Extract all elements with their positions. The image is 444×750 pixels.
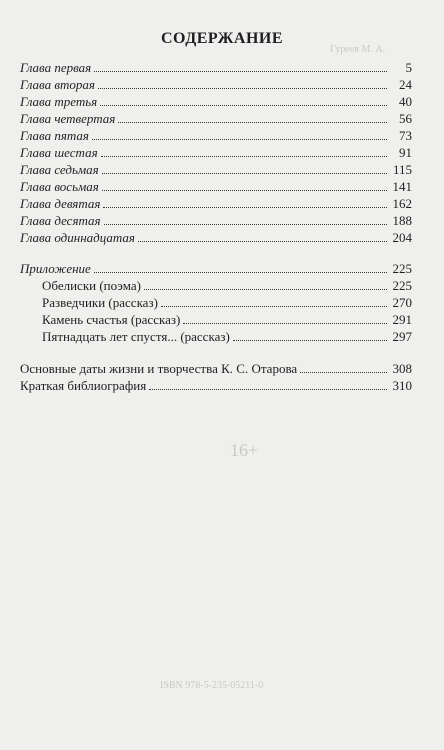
show-through-text: ISBN 978-5-235-05211-0 — [160, 680, 264, 691]
toc-entry-chapter-1[interactable] — [20, 60, 412, 75]
leader-dots — [101, 145, 387, 157]
leader-dots — [161, 295, 387, 307]
toc-entry-page: 73 — [399, 128, 412, 143]
toc-entry-appendix-item-1[interactable] — [20, 278, 412, 293]
toc-entry-chapter-3[interactable] — [20, 94, 412, 109]
toc-entry-label: Глава четвертая — [20, 111, 116, 126]
toc-entry-appendix-item-2[interactable] — [20, 295, 412, 310]
toc-entry-label: Глава пятая — [20, 128, 89, 143]
toc-entry-page: 225 — [392, 278, 412, 293]
toc-entry-chapter-4[interactable] — [20, 111, 412, 126]
toc-entry-page: 5 — [405, 60, 412, 75]
toc-entry-page: 291 — [392, 312, 412, 327]
toc-entry-bibliography[interactable] — [20, 378, 412, 393]
toc-entry-page: 270 — [392, 295, 412, 310]
toc-entry-page: 188 — [392, 213, 412, 228]
toc-entry-label: Глава вторая — [20, 77, 95, 92]
toc-entry-label: Пятнадцать лет спустя... (рассказ) — [42, 329, 230, 344]
toc-entry-label: Глава десятая — [20, 213, 101, 228]
toc-entry-page: 297 — [392, 329, 412, 344]
leader-dots — [94, 60, 387, 72]
leader-dots — [100, 94, 387, 106]
toc-entry-label: Глава седьмая — [20, 162, 99, 177]
toc-entry-page: 162 — [392, 196, 412, 211]
toc-entry-label: Глава первая — [20, 60, 92, 75]
toc-entry-page: 91 — [399, 145, 412, 160]
toc-entry-appendix-item-3[interactable] — [20, 312, 412, 327]
leader-dots — [144, 278, 387, 290]
toc-entry-page: 24 — [399, 77, 412, 92]
leader-dots — [183, 312, 387, 324]
toc-entry-label: Камень счастья (рассказ) — [42, 312, 181, 327]
toc-entry-appendix[interactable] — [20, 261, 412, 276]
toc-entry-chapter-5[interactable] — [20, 128, 412, 143]
leader-dots — [103, 196, 387, 208]
leader-dots — [102, 162, 387, 174]
toc-entry-label: Приложение — [20, 261, 91, 276]
toc-entry-label: Разведчики (рассказ) — [42, 295, 158, 310]
toc-entry-page: 141 — [392, 179, 412, 194]
toc-entry-label: Глава восьмая — [20, 179, 99, 194]
toc-entry-chapter-7[interactable] — [20, 162, 412, 177]
toc-entry-page: 225 — [392, 261, 412, 276]
toc-entry-chapter-10[interactable] — [20, 213, 412, 228]
leader-dots — [233, 329, 387, 341]
show-through-text: Гуреев М. А. — [330, 44, 386, 55]
toc-entry-chapter-11[interactable] — [20, 230, 412, 245]
leader-dots — [98, 77, 387, 89]
toc-entry-page: 40 — [399, 94, 412, 109]
toc-entry-label: Обелиски (поэма) — [42, 278, 141, 293]
toc-entry-label: Основные даты жизни и творчества К. С. Отарова — [20, 361, 298, 376]
leader-dots — [149, 378, 387, 390]
show-through-text: 16+ — [230, 440, 259, 460]
toc-entry-chapter-2[interactable] — [20, 77, 412, 92]
toc-entry-chapter-9[interactable] — [20, 196, 412, 211]
toc-entry-label: Глава третья — [20, 94, 98, 109]
leader-dots — [92, 128, 387, 140]
toc-entry-page: 115 — [392, 162, 412, 177]
toc-entry-page: 308 — [392, 361, 412, 376]
leader-dots — [104, 213, 387, 225]
leader-dots — [102, 179, 387, 191]
toc-entry-label: Краткая библиография — [20, 378, 147, 393]
leader-dots — [118, 111, 387, 123]
toc-title: СОДЕРЖАНИЕ — [160, 30, 284, 47]
leader-dots — [138, 230, 387, 242]
toc-entry-page: 310 — [392, 378, 412, 393]
toc-entry-page: 204 — [392, 230, 412, 245]
toc-entry-appendix-item-4[interactable] — [20, 329, 412, 344]
toc-entry-label: Глава одиннадцатая — [20, 230, 135, 245]
toc-entry-label: Глава девятая — [20, 196, 101, 211]
toc-entry-page: 56 — [399, 111, 412, 126]
leader-dots — [300, 361, 387, 373]
toc-entry-chapter-8[interactable] — [20, 179, 412, 194]
toc-entry-label: Глава шестая — [20, 145, 98, 160]
leader-dots — [94, 261, 387, 273]
toc-entry-chapter-6[interactable] — [20, 145, 412, 160]
toc-entry-chronology[interactable] — [20, 361, 412, 376]
